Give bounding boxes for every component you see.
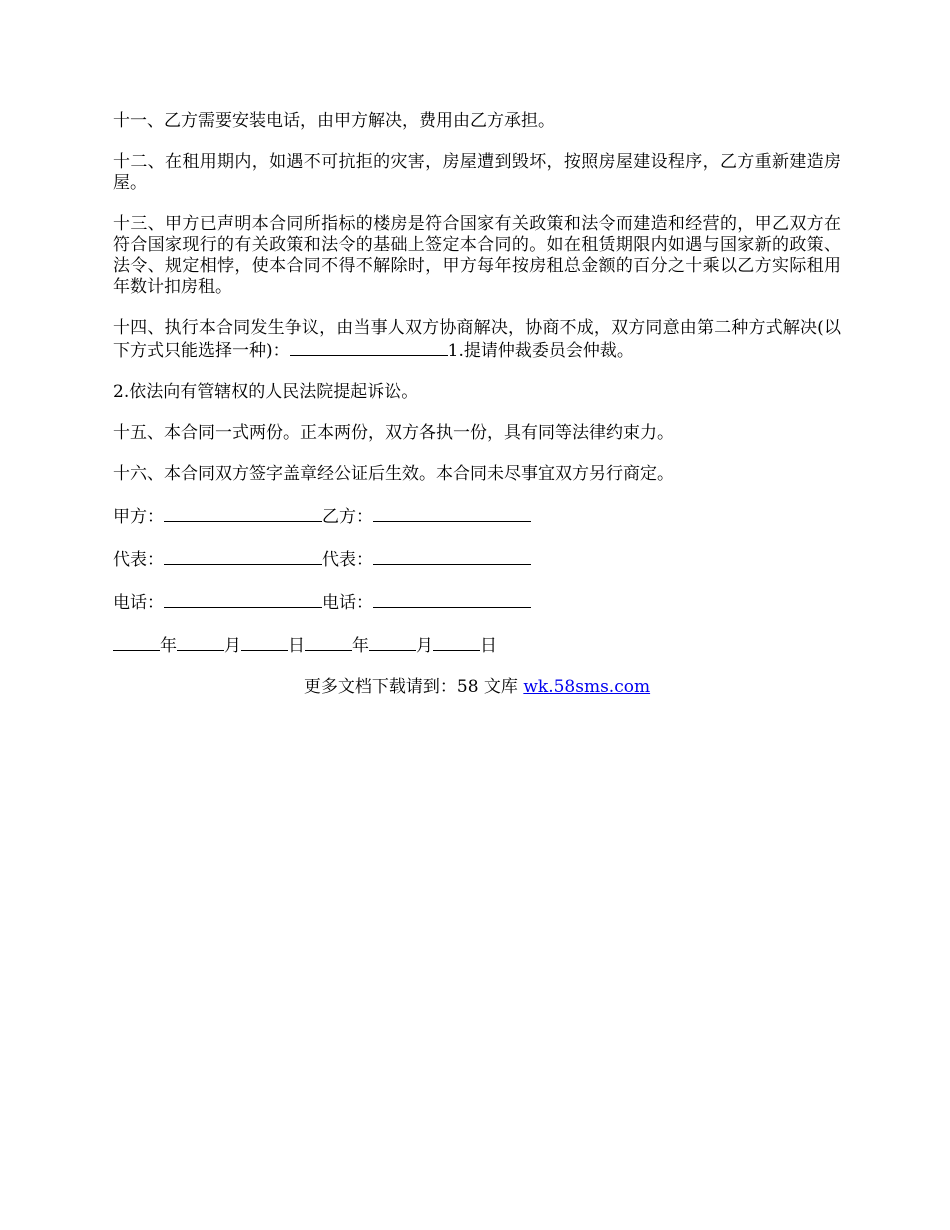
clause-14-option-2: 2.依法向有管辖权的人民法院提起诉讼。 xyxy=(113,382,419,402)
rep-b-blank xyxy=(373,548,531,565)
month-b-blank xyxy=(369,634,416,651)
year-a-label: 年 xyxy=(160,636,177,656)
choice-blank xyxy=(290,339,448,356)
party-a-label: 甲方： xyxy=(113,507,164,527)
signature-rep-row xyxy=(113,548,841,571)
clause-16: 十六、本合同双方签字盖章经公证后生效。本合同未尽事宜双方另行商定。 xyxy=(113,464,674,484)
rep-a-blank xyxy=(164,548,322,565)
year-a-blank xyxy=(113,634,160,651)
day-a-blank xyxy=(241,634,288,651)
day-b-label: 日 xyxy=(480,636,497,656)
day-a-label: 日 xyxy=(288,636,305,656)
clause-14-option-1: 1.提请仲裁委员会仲裁。 xyxy=(447,341,634,361)
phone-a-blank xyxy=(164,591,322,608)
rep-a-label: 代表： xyxy=(113,550,164,570)
party-a-blank xyxy=(164,505,322,522)
clause-12: 十二、在租用期内，如遇不可抗拒的灾害，房屋遭到毁坏，按照房屋建设程序，乙方重新建造房屋。 xyxy=(113,152,841,193)
date-row xyxy=(113,634,841,657)
phone-b-blank xyxy=(373,591,531,608)
month-b-label: 月 xyxy=(416,636,433,656)
party-b-blank xyxy=(373,505,531,522)
party-b-label: 乙方： xyxy=(322,507,373,527)
month-a-blank xyxy=(177,634,224,651)
phone-b-label: 电话： xyxy=(322,593,373,613)
signature-phone-row xyxy=(113,591,841,614)
clause-14 xyxy=(113,318,841,362)
footer-text: 更多文档下载请到：58 文库 xyxy=(303,677,524,697)
clause-15: 十五、本合同一式两份。正本两份，双方各执一份，具有同等法律约束力。 xyxy=(113,423,674,443)
contract-page xyxy=(113,111,841,698)
year-b-blank xyxy=(305,634,352,651)
month-a-label: 月 xyxy=(224,636,241,656)
phone-a-label: 电话： xyxy=(113,593,164,613)
signature-party-row xyxy=(113,505,841,528)
day-b-blank xyxy=(433,634,480,651)
year-b-label: 年 xyxy=(352,636,369,656)
rep-b-label: 代表： xyxy=(322,550,373,570)
clause-11: 十一、乙方需要安装电话，由甲方解决，费用由乙方承担。 xyxy=(113,111,555,131)
clause-14-text: 十四、执行本合同发生争议，由当事人双方协商解决，协商不成，双方同意由第二种方式解决(以下方式只能选择一种)： xyxy=(113,318,841,361)
footer xyxy=(113,677,841,698)
footer-link[interactable]: wk.58sms.com xyxy=(523,677,651,697)
clause-13: 十三、甲方已声明本合同所指标的楼房是符合国家有关政策和法令而建造和经营的，甲乙双方在符合国家现行的有关政策和法令的基础上签定本合同的。如在租赁期限内如遇与国家新的政策、法令、规定相悖，使本合同不得不解除时，甲方每年按房租总金额的百分之十乘以乙方实际租用年数计扣房租。 xyxy=(113,214,841,297)
